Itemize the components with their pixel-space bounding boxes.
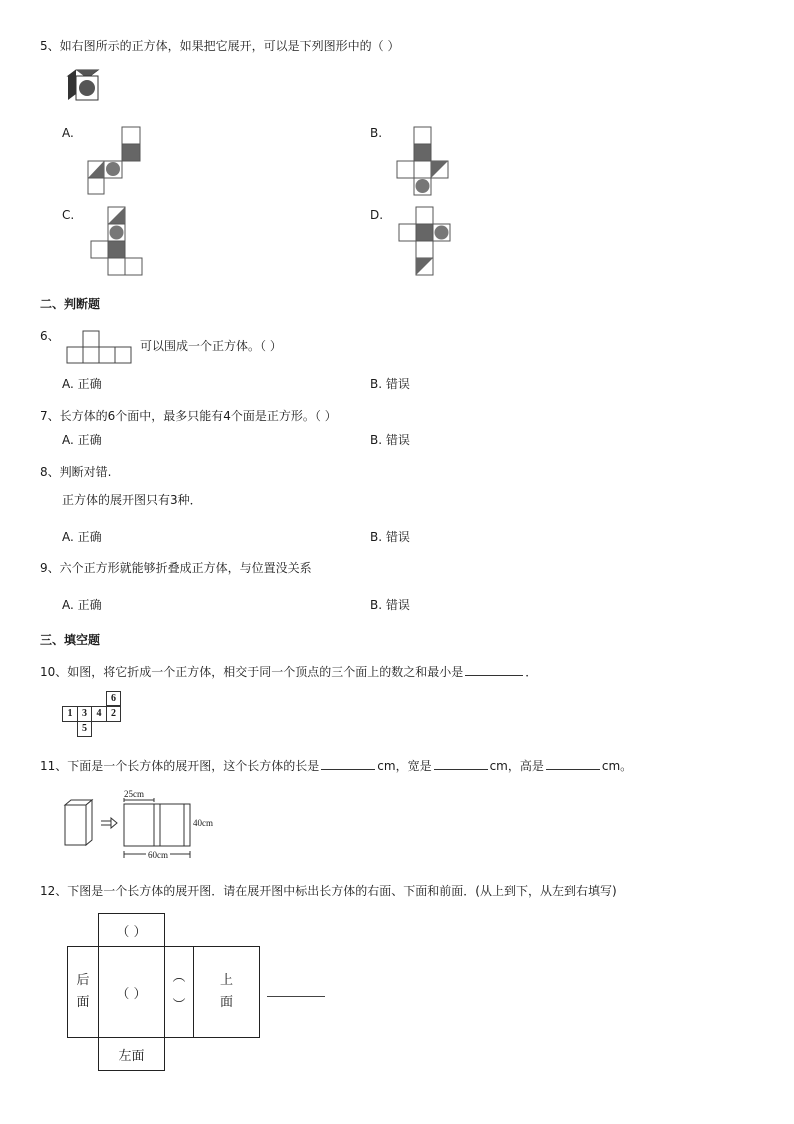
q7-option-a[interactable]: A. 正确 (62, 433, 102, 447)
q12-upper-char-2: 面 (219, 995, 233, 1010)
q12-left-face (98, 1037, 165, 1071)
q11-unit-3: cm。 (601, 759, 633, 773)
q10-cell: 6 (106, 691, 121, 706)
q6-option-b[interactable]: B. 错误 (370, 377, 410, 391)
q12-upper-face (193, 946, 260, 1038)
q12-answer-blank[interactable] (267, 996, 325, 997)
q12-center-paren: （ ） (116, 986, 147, 1002)
q11-label-bottom: 60cm (148, 850, 168, 860)
q10-cell: 5 (77, 721, 92, 737)
q5-cube-figure (66, 68, 100, 102)
q11-unit-2: cm，高是 (489, 759, 544, 773)
q10-cell: 4 (91, 706, 107, 722)
q10-number-net (62, 691, 124, 739)
q11-arrow-icon (100, 818, 118, 828)
q6-option-a[interactable]: A. 正确 (62, 377, 102, 391)
q6-text: 可以围成一个正方体。（ ） (140, 339, 282, 353)
q12-upper-char-1: 上 (219, 973, 233, 988)
section-3-title: 三、填空题 (40, 633, 101, 647)
q5-option-b-net[interactable] (396, 125, 452, 195)
q12-side-paren-open: ︵ (172, 970, 186, 985)
q10-cell: 1 (62, 706, 78, 722)
q7-text: 7、长方体的6个面中，最多只能有4个面是正方形。（ ） (40, 409, 337, 423)
q8-option-b[interactable]: B. 错误 (370, 530, 410, 544)
q12-back-face (67, 946, 99, 1038)
q5-option-d-net[interactable] (398, 206, 454, 276)
q11-line (40, 759, 632, 772)
q5-option-c-net[interactable] (90, 206, 146, 276)
q11-unit-1: cm，宽是 (377, 759, 432, 773)
q10-line (40, 665, 537, 678)
q12-left-face-label: 左面 (118, 1048, 145, 1064)
q12-top-paren: （ ） (116, 924, 147, 940)
q10-text-end: ． (525, 665, 538, 679)
q5-option-a-label[interactable]: A. (62, 126, 74, 140)
q12-net (67, 913, 261, 1071)
q10-text: 10、如图，将它折成一个正方体，相交于同一个顶点的三个面上的数之和最小是 (40, 665, 464, 679)
q5-option-a-net[interactable] (88, 125, 142, 195)
q11-text: 11、下面是一个长方体的展开图，这个长方体的长是 (40, 759, 320, 773)
q5-text: 5、如右图所示的正方体，如果把它展开，可以是下列图形中的（ ） (40, 39, 400, 53)
q11-label-right: 40cm (193, 818, 213, 828)
q10-answer-blank[interactable] (465, 665, 523, 676)
q9-option-b[interactable]: B. 错误 (370, 598, 410, 612)
q11-length-blank[interactable] (321, 759, 375, 770)
q9-text: 9、六个正方形就能够折叠成正方体，与位置没关系 (40, 561, 312, 575)
q7-option-b[interactable]: B. 错误 (370, 433, 410, 447)
q6-net-figure (66, 330, 136, 364)
q11-height-blank[interactable] (546, 759, 600, 770)
q12-side-face[interactable] (164, 946, 194, 1038)
q10-cell: 3 (77, 706, 92, 722)
q12-side-paren-close: ︶ (172, 998, 186, 1013)
q5-option-b-label[interactable]: B. (370, 126, 383, 140)
q12-top-face[interactable] (98, 913, 165, 947)
q6-number: 6、 (40, 329, 60, 343)
q5-option-c-label[interactable]: C. (62, 208, 75, 222)
q5-option-d-label[interactable]: D. (370, 208, 384, 222)
q9-option-a[interactable]: A. 正确 (62, 598, 102, 612)
q12-center-face[interactable] (98, 946, 165, 1038)
q12-back-char-1: 后 (76, 973, 90, 988)
q12-back-char-2: 面 (76, 995, 90, 1010)
q11-label-top: 25cm (124, 789, 144, 799)
q11-width-blank[interactable] (434, 759, 488, 770)
q8-option-a[interactable]: A. 正确 (62, 530, 102, 544)
section-2-title: 二、判断题 (40, 297, 101, 311)
q8-subtext: 正方体的展开图只有3种． (62, 493, 202, 507)
q8-text: 8、判断对错. (40, 465, 112, 479)
q11-cuboid-figure (64, 799, 94, 847)
q10-cell: 2 (106, 706, 121, 722)
q12-text: 12、下图是一个长方体的展开图．请在展开图中标出长方体的右面、下面和前面．(从上到下，从左到右填写) (40, 884, 617, 898)
